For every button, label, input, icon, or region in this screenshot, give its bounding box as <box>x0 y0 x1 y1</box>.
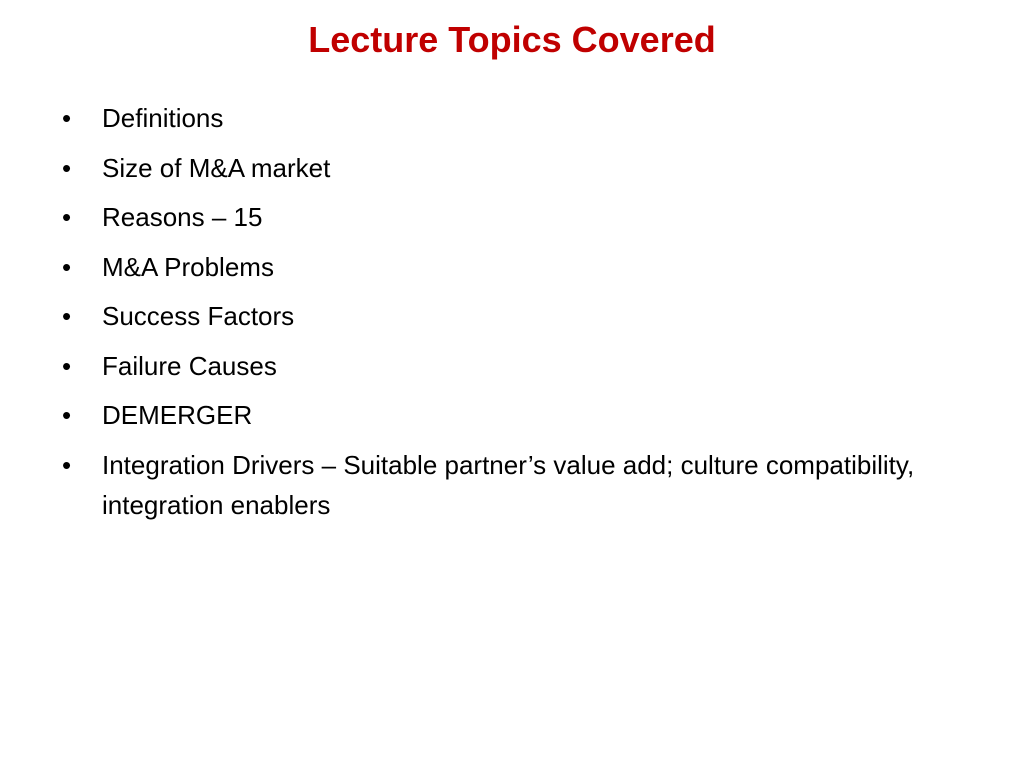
list-item-text: Size of M&A market <box>102 152 331 183</box>
bullet-icon: • <box>62 449 72 480</box>
bullet-icon: • <box>62 400 72 430</box>
list-item-text: Reasons – 15 <box>102 202 263 232</box>
list-item <box>62 197 942 237</box>
list-item <box>62 445 942 525</box>
list-item <box>62 98 942 138</box>
list-item-text: Definitions <box>102 103 224 133</box>
bullet-icon: • <box>62 103 72 133</box>
list-item <box>62 247 942 287</box>
bullet-icon: • <box>62 350 72 381</box>
list-item <box>62 395 942 435</box>
list-item <box>62 148 942 188</box>
bullet-icon: • <box>62 251 72 282</box>
list-item-text: Integration Drivers – Suitable partner’s value add; culture compatibility, integration enablers <box>102 449 915 520</box>
list-item-text: DEMERGER <box>102 400 253 430</box>
slide-title: Lecture Topics Covered <box>308 19 716 60</box>
bullet-icon: • <box>62 301 72 331</box>
list-item-text: Failure Causes <box>102 350 277 381</box>
list-item-text: Success Factors <box>102 301 295 331</box>
list-item <box>62 296 942 336</box>
bullet-icon: • <box>62 152 72 183</box>
list-item-text: M&A Problems <box>102 251 274 282</box>
list-item <box>62 346 942 386</box>
topic-list <box>62 98 942 534</box>
bullet-icon: • <box>62 202 72 232</box>
